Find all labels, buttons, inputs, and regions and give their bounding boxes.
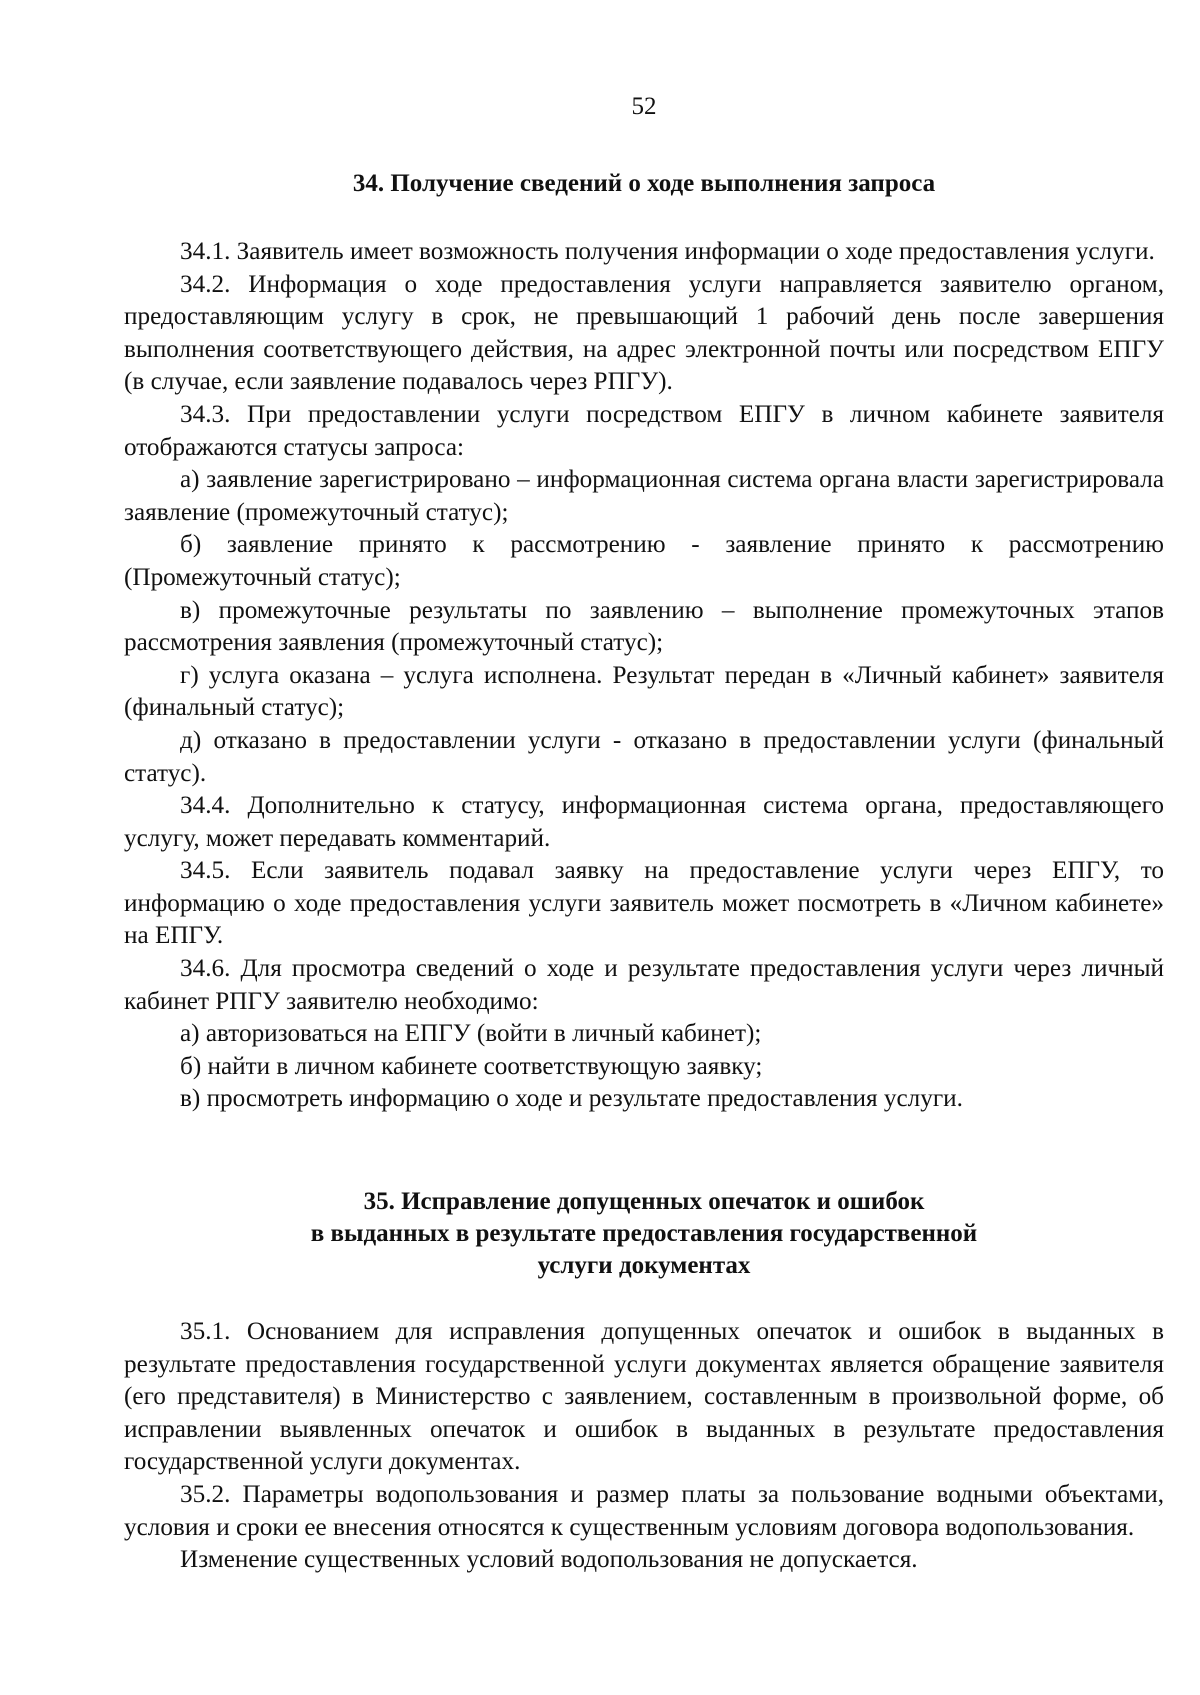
paragraph-34-3: 34.3. При предоставлении услуги посредством ЕПГУ в личном кабинете заявителя отображаются статусы запроса:: [124, 400, 1164, 461]
section-35-title-line-1: 35. Исправление допущенных опечаток и ошибок: [363, 1188, 925, 1215]
section-34-title: 34. Получение сведений о ходе выполнения запроса: [352, 170, 936, 197]
list-item-34-3-a: а) заявление зарегистрировано – информационная система органа власти зарегистрировала заявление (промежуточный статус);: [124, 466, 1164, 526]
list-item-34-3-v: в) промежуточные результаты по заявлению – выполнение промежуточных этапов рассмотрения заявления (промежуточный статус);: [124, 596, 1164, 657]
paragraph-34-4: 34.4. Дополнительно к статусу, информационная система органа, предоставляющего услугу, может передавать комментарий.: [124, 792, 1164, 852]
paragraph-35-2: 35.2. Параметры водопользования и размер платы за пользование водными объектами, условия и сроки ее внесения относятся к существенным условиям договора водопользования.: [124, 1480, 1164, 1541]
list-item-34-6-b: б) найти в личном кабинете соответствующую заявку;: [180, 1052, 763, 1080]
paragraph-34-6: 34.6. Для просмотра сведений о ходе и результате предоставления услуги через личный кабинет РПГУ заявителю необходимо:: [124, 955, 1164, 1015]
paragraph-34-5: 34.5. Если заявитель подавал заявку на предоставление услуги через ЕПГУ, то информацию о ходе предоставления услуги заявитель может посмотреть в «Личном кабинете» на ЕПГУ.: [124, 857, 1164, 950]
list-item-34-6-a: а) авторизоваться на ЕПГУ (войти в личный кабинет);: [180, 1020, 762, 1048]
paragraph-35-1: 35.1. Основанием для исправления допущенных опечаток и ошибок в выданных в результате предоставления государственной услуги документах является обращение заявителя (его представителя) в Министерство с заявлением, составленным в произвольной форме, об исправлении выявленных опечаток и ошибок в выданных в результате предоставления государственной услуги документах.: [124, 1318, 1164, 1476]
section-35-title: [124, 1186, 1164, 1282]
page-number: 52: [631, 93, 657, 120]
section-35-body: [124, 1316, 1164, 1577]
section-35-title-line-3: услуги документах: [537, 1252, 751, 1279]
paragraph-35-2-note: Изменение существенных условий водопользования не допускается.: [180, 1546, 918, 1574]
list-item-34-3-d: д) отказано в предоставлении услуги - отказано в предоставлении услуги (финальный статус).: [124, 726, 1164, 787]
paragraph-34-2: 34.2. Информация о ходе предоставления услуги направляется заявителю органом, предоставляющим услугу в срок, не превышающий 1 рабочий день после завершения выполнения соответствующего действия, на адрес электронной почты или посредством ЕПГУ (в случае, если заявление подавалось через РПГУ).: [124, 270, 1164, 396]
section-34-body: [124, 236, 1164, 1116]
section-35-title-line-2: в выданных в результате предоставления государственной: [310, 1220, 978, 1247]
list-item-34-6-v: в) просмотреть информацию о ходе и результате предоставления услуги.: [180, 1085, 963, 1113]
list-item-34-3-g: г) услуга оказана – услуга исполнена. Результат передан в «Личный кабинет» заявителя (финальный статус);: [124, 661, 1164, 722]
list-item-34-3-b: б) заявление принято к рассмотрению - заявление принято к рассмотрению (Промежуточный статус);: [124, 531, 1164, 591]
paragraph-34-1: 34.1. Заявитель имеет возможность получения информации о ходе предоставления услуги.: [180, 238, 1155, 265]
